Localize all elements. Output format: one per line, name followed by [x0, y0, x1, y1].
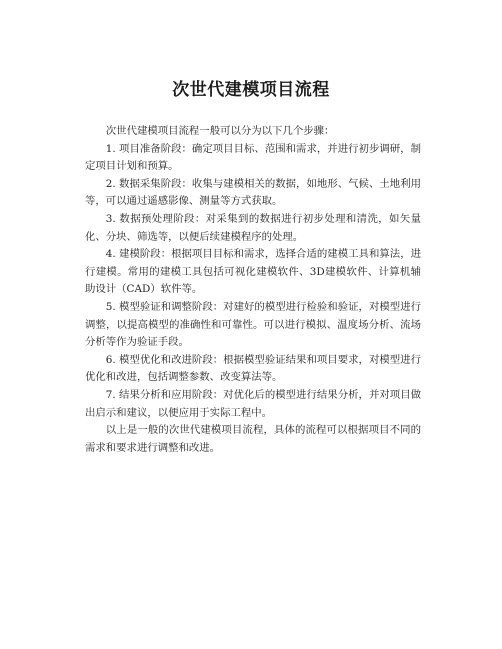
document-body [85, 123, 421, 457]
intro-paragraph: 次世代建模项目流程一般可以分为以下几个步骤： [105, 125, 335, 137]
step-4-paragraph: 4. 建模阶段：根据项目目标和需求，选择合适的建模工具和算法，进行建模。常用的建模工具包括可视化建模软件、3D建模软件、计算机辅助设计（CAD）软件等。 [85, 248, 421, 296]
step-5-paragraph: 5. 模型验证和调整阶段：对建好的模型进行检验和验证，对模型进行调整，以提高模型的准确性和可靠性。可以进行模拟、温度场分析、流场分析等作为验证手段。 [85, 300, 421, 349]
step-6-paragraph: 6. 模型优化和改进阶段：根据模型验证结果和项目要求，对模型进行优化和改进，包括调整参数、改变算法等。 [85, 353, 421, 384]
page-title: 次世代建模项目流程 [172, 80, 330, 100]
step-7-paragraph: 7. 结果分析和应用阶段：对优化后的模型进行结果分析，并对项目做出启示和建议，以便应用于实际工程中。 [85, 388, 421, 419]
step-3-paragraph: 3. 数据预处理阶段：对采集到的数据进行初步处理和清洗，如矢量化、分块、筛选等，以便后续建模程序的处理。 [85, 212, 421, 243]
step-2-paragraph: 2. 数据采集阶段：收集与建模相关的数据，如地形、气候、土地利用等，可以通过遥感影像、测量等方式获取。 [85, 177, 421, 208]
conclusion-paragraph: 以上是一般的次世代建模项目流程，具体的流程可以根据项目不同的需求和要求进行调整和改进。 [85, 424, 421, 454]
step-1-paragraph: 1. 项目准备阶段：确定项目目标、范围和需求，并进行初步调研，制定项目计划和预算。 [85, 142, 421, 173]
